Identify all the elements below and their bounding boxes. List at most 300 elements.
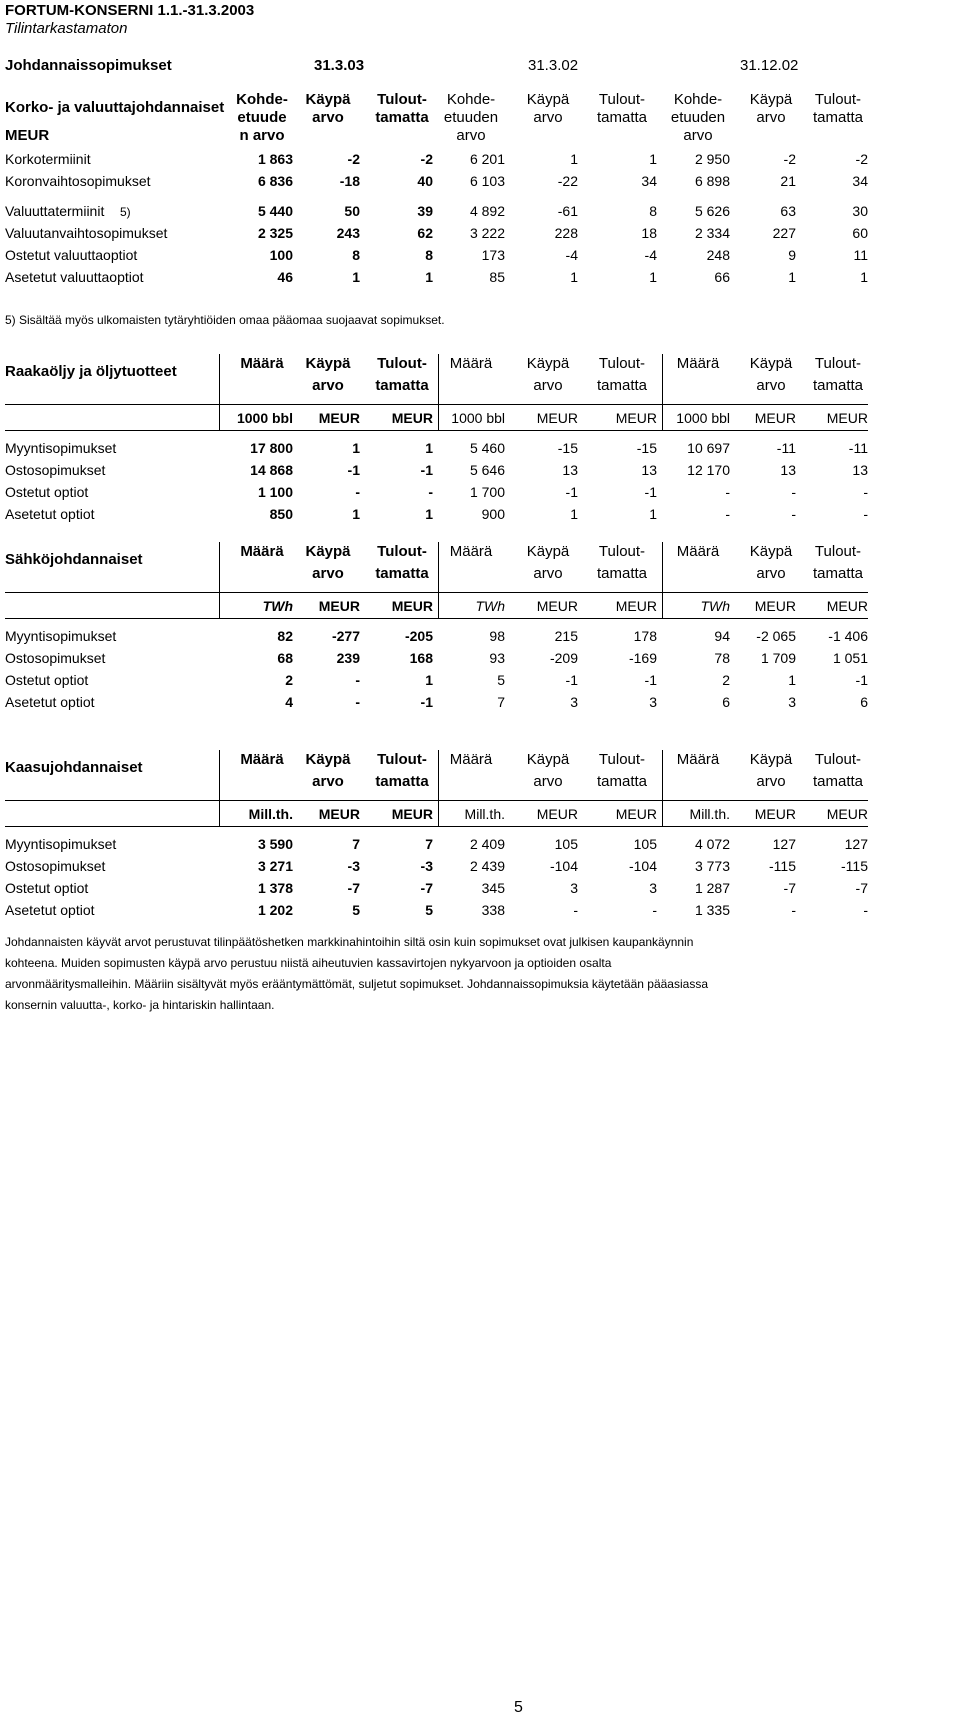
section3-header-2-2: arvo [533, 565, 563, 582]
section4-divider [219, 750, 220, 826]
section4-cell: -7 [783, 880, 796, 896]
section3-header-3-2: Käypä [749, 543, 793, 560]
section1-cell: 39 [417, 203, 433, 219]
section1-cell: 243 [336, 225, 360, 241]
section4-cell: 1 335 [694, 902, 730, 918]
section1-cell: 5 440 [257, 203, 293, 219]
section1-cell: 21 [780, 173, 796, 189]
section4-cell: 345 [481, 880, 505, 896]
section3-cell: 1 [425, 672, 433, 688]
section1-cell: 6 898 [694, 173, 730, 189]
section4-header-3-3: Tulout- [814, 751, 862, 768]
section3-cell: 215 [554, 628, 578, 644]
section2-row-label: Asetetut optiot [5, 506, 95, 522]
section2-cell: - [428, 484, 433, 500]
report-subtitle: Tilintarkastamaton [5, 20, 128, 37]
section3-row-label: Asetetut optiot [5, 694, 95, 710]
section1-header-2-1: arvo [456, 127, 486, 144]
section4-cell: 7 [425, 836, 433, 852]
section4-unit: MEUR [536, 806, 578, 822]
section1-cell: -2 [783, 151, 796, 167]
page-number: 5 [514, 1699, 523, 1716]
section3-title: Sähköjohdannaiset [5, 551, 143, 568]
section3-unit: MEUR [536, 598, 578, 614]
section2-header-3-3: tamatta [812, 377, 864, 394]
section3-header-3-3: tamatta [812, 565, 864, 582]
section3-cell: 2 [722, 672, 730, 688]
section2-header-3-2: Käypä [749, 355, 793, 372]
section4-title: Kaasujohdannaiset [5, 759, 143, 776]
section2-unit-rule [5, 430, 868, 431]
section4-cell: 3 271 [257, 858, 293, 874]
section1-unit: MEUR [5, 127, 50, 144]
section3-cell: 78 [714, 650, 730, 666]
section4-cell: - [863, 902, 868, 918]
section1-cell: -2 [855, 151, 868, 167]
section2-cell: - [863, 506, 868, 522]
section4-cell: - [652, 902, 657, 918]
section2-cell: - [355, 484, 360, 500]
section2-cell: - [725, 484, 730, 500]
section1-header-1-1: Kohde- [236, 91, 288, 108]
section1-cell: 6 836 [257, 173, 293, 189]
section4-cell: -3 [347, 858, 360, 874]
section1-header-3-2: Käypä [749, 91, 793, 108]
section1-cell: 1 [860, 269, 868, 285]
section3-header-1-3: Tulout- [377, 543, 427, 560]
section4-unit: MEUR [754, 806, 796, 822]
section3-cell: 2 [285, 672, 293, 688]
section2-unit: MEUR [391, 410, 433, 426]
section3-unit: MEUR [615, 598, 657, 614]
section4-cell: 3 [570, 880, 578, 896]
section2-unit: MEUR [826, 410, 868, 426]
section4-cell: 7 [352, 836, 360, 852]
section3-cell: 3 [570, 694, 578, 710]
section2-cell: 1 [352, 506, 360, 522]
section2-header-2-2: arvo [533, 377, 563, 394]
section2-header-rule [5, 404, 868, 405]
section4-cell: -7 [347, 880, 360, 896]
section2-header-2-3: Tulout- [598, 355, 646, 372]
section3-header-1-2: Käypä [305, 543, 351, 560]
section3-cell: 93 [489, 650, 505, 666]
section4-header-2-2: arvo [533, 773, 563, 790]
section1-header-2-3: Tulout- [598, 91, 646, 108]
section2-cell: 13 [852, 462, 868, 478]
section4-cell: -7 [855, 880, 868, 896]
section2-cell: - [725, 506, 730, 522]
section1-header-3-2: arvo [756, 109, 786, 126]
section1-cell: 50 [344, 203, 360, 219]
section2-cell: 1 700 [469, 484, 505, 500]
section4-unit: Mill.th. [464, 806, 505, 822]
section2-unit: 1000 bbl [676, 410, 730, 426]
section1-row-label: Asetetut valuuttaoptiot [5, 269, 144, 285]
section1-cell: 60 [852, 225, 868, 241]
section2-cell: 1 100 [257, 484, 293, 500]
section1-cell: 1 863 [257, 151, 293, 167]
section3-cell: 6 [722, 694, 730, 710]
section2-unit: MEUR [536, 410, 578, 426]
section4-unit: Mill.th. [248, 806, 293, 822]
section1-cell: 1 [649, 269, 657, 285]
section2-title: Raakaöljy ja öljytuotteet [5, 363, 177, 380]
section1-cell: 3 222 [469, 225, 505, 241]
section1-header-3-1: arvo [683, 127, 713, 144]
section4-cell: 338 [481, 902, 505, 918]
section3-row-label: Myyntisopimukset [5, 628, 117, 644]
section3-row-label: Ostosopimukset [5, 650, 106, 666]
section3-cell: - [355, 694, 360, 710]
section2-header-1-3: Tulout- [377, 355, 427, 372]
section1-cell: 8 [649, 203, 657, 219]
section3-header-2-3: Tulout- [598, 543, 646, 560]
section4-cell: 4 072 [694, 836, 730, 852]
section2-cell: 1 [352, 440, 360, 456]
section1-header-3-3: tamatta [812, 109, 864, 126]
section4-unit: MEUR [391, 806, 433, 822]
section2-cell: -1 [644, 484, 657, 500]
closing-note-line: konsernin valuutta-, korko- ja hintariskin hallintaan. [5, 998, 275, 1012]
section4-unit: MEUR [826, 806, 868, 822]
section1-title: Korko- ja valuuttajohdannaiset [5, 99, 225, 116]
closing-note-line: Johdannaisten käyvät arvot perustuvat tilinpäätöshetken markkinahintoihin siltä osin kuin sopimukset ovat julkisen kaupankäynnin [5, 935, 694, 949]
section4-header-3-2: Käypä [749, 751, 793, 768]
section2-cell: -15 [557, 440, 578, 456]
section1-cell: 62 [417, 225, 433, 241]
section2-divider [438, 354, 439, 430]
section1-header-2-1: Kohde- [446, 91, 496, 108]
section1-row-label: Koronvaihtosopimukset [5, 173, 151, 189]
section1-cell: 85 [489, 269, 505, 285]
section1-cell: 30 [852, 203, 868, 219]
section2-cell: 17 800 [250, 440, 293, 456]
section1-cell: 66 [714, 269, 730, 285]
section1-cell: 248 [706, 247, 730, 263]
section1-cell: -22 [557, 173, 578, 189]
section3-cell: -1 [420, 694, 433, 710]
section1-header-1-3: Tulout- [377, 91, 427, 108]
section1-cell: 1 [649, 151, 657, 167]
section4-cell: 1 202 [257, 902, 293, 918]
section4-header-3-3: tamatta [812, 773, 864, 790]
section1-cell: 11 [853, 247, 868, 263]
section4-unit: Mill.th. [689, 806, 730, 822]
section4-header-rule [5, 800, 868, 801]
section4-cell: 2 439 [469, 858, 505, 874]
section3-cell: 94 [714, 628, 730, 644]
section1-cell: 46 [277, 269, 293, 285]
section4-unit: MEUR [615, 806, 657, 822]
section2-cell: 13 [562, 462, 578, 478]
section2-cell: 14 868 [250, 462, 293, 478]
section1-cell: 1 [352, 269, 360, 285]
section4-cell: -104 [549, 858, 578, 874]
section3-unit: TWh [262, 598, 293, 614]
section2-row-label: Myyntisopimukset [5, 440, 117, 456]
section4-cell: 105 [554, 836, 578, 852]
section2-header-1-3: tamatta [375, 377, 429, 394]
section2-cell: -11 [776, 440, 796, 456]
closing-note-line: arvonmääritysmalleihin. Määriin sisältyvät myös erääntymättömät, suljetut sopimukset. Johdannaissopimuksia käytetään pääasiassa [5, 977, 708, 991]
section4-cell: - [791, 902, 796, 918]
section2-cell: 1 [425, 440, 433, 456]
section4-row-label: Ostetut optiot [5, 880, 89, 896]
section1-cell: 34 [852, 173, 868, 189]
section2-cell: -1 [420, 462, 433, 478]
section4-divider [438, 750, 439, 826]
section2-cell: - [791, 484, 796, 500]
section3-cell: -1 406 [828, 628, 868, 644]
section3-cell: 1 709 [760, 650, 796, 666]
section3-cell: 7 [497, 694, 505, 710]
section3-cell: - [355, 672, 360, 688]
section3-header-2-2: Käypä [526, 543, 570, 560]
section2-header-3-2: arvo [756, 377, 786, 394]
section2-cell: 1 [649, 506, 657, 522]
section2-unit: MEUR [615, 410, 657, 426]
section3-header-2-3: tamatta [596, 565, 648, 582]
section2-cell: - [791, 506, 796, 522]
section1-cell: -2 [347, 151, 360, 167]
section3-header-rule [5, 592, 868, 593]
section3-cell: 1 051 [832, 650, 868, 666]
section1-cell: -61 [557, 203, 578, 219]
section1-cell: 1 [570, 269, 578, 285]
section4-cell: 5 [425, 902, 433, 918]
closing-note-line: kohteena. Muiden sopimusten käypä arvo perustuu niistä aiheutuvien kassavirtojen nykyarvoon ja optioiden osalta [5, 956, 612, 970]
section1-cell: 228 [554, 225, 578, 241]
section1-header-1-3: tamatta [375, 109, 429, 126]
section4-cell: 127 [844, 836, 868, 852]
report-title: FORTUM-KONSERNI 1.1.-31.3.2003 [5, 2, 255, 19]
date-col-2002-march: 31.3.02 [528, 57, 579, 74]
section1-cell: 173 [481, 247, 505, 263]
section2-cell: 900 [481, 506, 505, 522]
section3-unit: TWh [700, 598, 730, 614]
section2-header-2-1: Määrä [449, 355, 493, 372]
derivatives-heading: Johdannaissopimukset [5, 57, 172, 74]
section2-divider [219, 354, 220, 430]
section1-cell: 40 [417, 173, 433, 189]
section3-header-3-1: Määrä [676, 543, 720, 560]
section2-header-2-2: Käypä [526, 355, 570, 372]
section2-header-3-3: Tulout- [814, 355, 862, 372]
section4-cell: 2 409 [469, 836, 505, 852]
section1-cell: -18 [339, 173, 360, 189]
section4-cell: -104 [628, 858, 657, 874]
section4-cell: 105 [633, 836, 657, 852]
section2-divider [662, 354, 663, 430]
section4-unit: MEUR [318, 806, 360, 822]
section1-cell: 4 892 [469, 203, 505, 219]
section1-cell: 100 [269, 247, 293, 263]
section2-cell: 1 [570, 506, 578, 522]
section3-cell: -205 [404, 628, 433, 644]
section4-cell: -7 [420, 880, 433, 896]
section2-cell: 13 [641, 462, 657, 478]
section3-header-3-3: Tulout- [814, 543, 862, 560]
section1-header-3-3: Tulout- [814, 91, 862, 108]
section1-row-label: Valuutanvaihtosopimukset [5, 225, 168, 241]
section1-cell: 18 [641, 225, 657, 241]
section1-footnote: 5) Sisältää myös ulkomaisten tytäryhtiöiden omaa pääomaa suojaavat sopimukset. [5, 313, 445, 327]
section3-unit: MEUR [826, 598, 868, 614]
section2-cell: 10 697 [687, 440, 730, 456]
section1-cell: 2 334 [694, 225, 730, 241]
section3-header-1-2: arvo [312, 565, 344, 582]
section1-row-note: 5) [120, 205, 131, 219]
section2-unit: MEUR [754, 410, 796, 426]
section1-cell: 1 [788, 269, 796, 285]
section4-row-label: Ostosopimukset [5, 858, 106, 874]
section1-row-label: Valuuttatermiinit [5, 203, 105, 219]
section3-unit: TWh [475, 598, 505, 614]
section3-cell: 5 [497, 672, 505, 688]
section2-unit: 1000 bbl [236, 410, 293, 426]
section1-cell: -2 [420, 151, 433, 167]
section1-cell: 2 950 [694, 151, 730, 167]
section3-cell: -277 [331, 628, 360, 644]
section2-unit: 1000 bbl [451, 410, 505, 426]
section3-unit: MEUR [391, 598, 433, 614]
section4-cell: -115 [841, 858, 868, 874]
section4-cell: 1 378 [257, 880, 293, 896]
section2-cell: 5 646 [469, 462, 505, 478]
section4-cell: 5 [352, 902, 360, 918]
section2-cell: 850 [269, 506, 293, 522]
section1-cell: 34 [641, 173, 657, 189]
section4-cell: 127 [772, 836, 796, 852]
section4-divider [662, 750, 663, 826]
section2-cell: -1 [565, 484, 578, 500]
section2-header-3-1: Määrä [676, 355, 720, 372]
section4-header-3-1: Määrä [676, 751, 720, 768]
section1-cell: 1 [425, 269, 433, 285]
section2-header-1-1: Määrä [240, 355, 284, 372]
section2-cell: -11 [848, 440, 868, 456]
section3-cell: 6 [860, 694, 868, 710]
section3-cell: 239 [336, 650, 360, 666]
section3-divider [438, 542, 439, 618]
section3-cell: 82 [277, 628, 293, 644]
section4-cell: 1 287 [694, 880, 730, 896]
section3-cell: -169 [628, 650, 657, 666]
section3-unit-rule [5, 618, 868, 619]
section1-header-2-1: etuuden [443, 109, 499, 126]
section3-cell: 4 [285, 694, 293, 710]
section1-cell: 1 [570, 151, 578, 167]
section1-cell: 6 103 [469, 173, 505, 189]
section2-cell: 1 [425, 506, 433, 522]
section1-cell: 8 [352, 247, 360, 263]
section1-cell: 63 [780, 203, 796, 219]
section4-unit-rule [5, 826, 868, 827]
section3-header-2-1: Määrä [449, 543, 493, 560]
section1-cell: 2 325 [257, 225, 293, 241]
section1-cell: 5 626 [694, 203, 730, 219]
section4-header-1-2: Käypä [305, 751, 351, 768]
section4-cell: - [573, 902, 578, 918]
section4-header-2-2: Käypä [526, 751, 570, 768]
section2-row-label: Ostosopimukset [5, 462, 106, 478]
section2-header-2-3: tamatta [596, 377, 648, 394]
section1-cell: 9 [788, 247, 796, 263]
section1-header-1-2: arvo [312, 109, 344, 126]
section3-cell: -1 [565, 672, 578, 688]
section1-cell: -4 [644, 247, 657, 263]
section2-unit: MEUR [318, 410, 360, 426]
section3-cell: -1 [644, 672, 657, 688]
section3-cell: 98 [489, 628, 505, 644]
section3-row-label: Ostetut optiot [5, 672, 89, 688]
section2-header-1-2: Käypä [305, 355, 351, 372]
section3-unit: MEUR [754, 598, 796, 614]
section3-divider [219, 542, 220, 618]
section3-cell: -209 [549, 650, 578, 666]
section1-cell: 8 [425, 247, 433, 263]
section3-cell: 3 [788, 694, 796, 710]
section4-header-1-1: Määrä [240, 751, 284, 768]
section2-cell: 5 460 [469, 440, 505, 456]
section1-cell: 227 [772, 225, 796, 241]
date-col-2002-dec: 31.12.02 [740, 57, 799, 74]
section3-cell: 1 [788, 672, 796, 688]
section3-divider [662, 542, 663, 618]
section1-header-2-2: arvo [533, 109, 563, 126]
section4-header-1-2: arvo [312, 773, 344, 790]
section3-cell: 178 [633, 628, 657, 644]
section1-cell: -4 [565, 247, 578, 263]
section1-header-3-1: etuuden [670, 109, 726, 126]
section4-cell: 3 590 [257, 836, 293, 852]
section3-unit: MEUR [318, 598, 360, 614]
section4-cell: -115 [769, 858, 796, 874]
section4-cell: 3 [649, 880, 657, 896]
section2-cell: -15 [636, 440, 657, 456]
section2-cell: - [863, 484, 868, 500]
section2-cell: -1 [347, 462, 360, 478]
section3-header-1-3: tamatta [375, 565, 429, 582]
section4-header-2-3: Tulout- [598, 751, 646, 768]
section4-header-1-3: Tulout- [377, 751, 427, 768]
section2-cell: 13 [780, 462, 796, 478]
section4-header-2-3: tamatta [596, 773, 648, 790]
section4-header-1-3: tamatta [375, 773, 429, 790]
section1-header-1-2: Käypä [305, 91, 351, 108]
date-col-2003: 31.3.03 [314, 57, 365, 74]
section3-cell: -1 [855, 672, 868, 688]
section1-header-2-3: tamatta [596, 109, 648, 126]
section1-header-1-1: n arvo [239, 127, 285, 144]
section1-cell: 6 201 [469, 151, 505, 167]
section1-row-label: Korkotermiinit [5, 151, 91, 167]
section3-header-1-1: Määrä [240, 543, 284, 560]
section3-header-3-2: arvo [756, 565, 786, 582]
section3-cell: -2 065 [756, 628, 796, 644]
section2-row-label: Ostetut optiot [5, 484, 89, 500]
section3-cell: 68 [277, 650, 293, 666]
section4-cell: -3 [420, 858, 433, 874]
section1-row-label: Ostetut valuuttaoptiot [5, 247, 138, 263]
section3-cell: 3 [649, 694, 657, 710]
section1-header-2-2: Käypä [526, 91, 570, 108]
section4-row-label: Asetetut optiot [5, 902, 95, 918]
section4-row-label: Myyntisopimukset [5, 836, 117, 852]
section2-cell: 12 170 [687, 462, 730, 478]
section4-header-3-2: arvo [756, 773, 786, 790]
